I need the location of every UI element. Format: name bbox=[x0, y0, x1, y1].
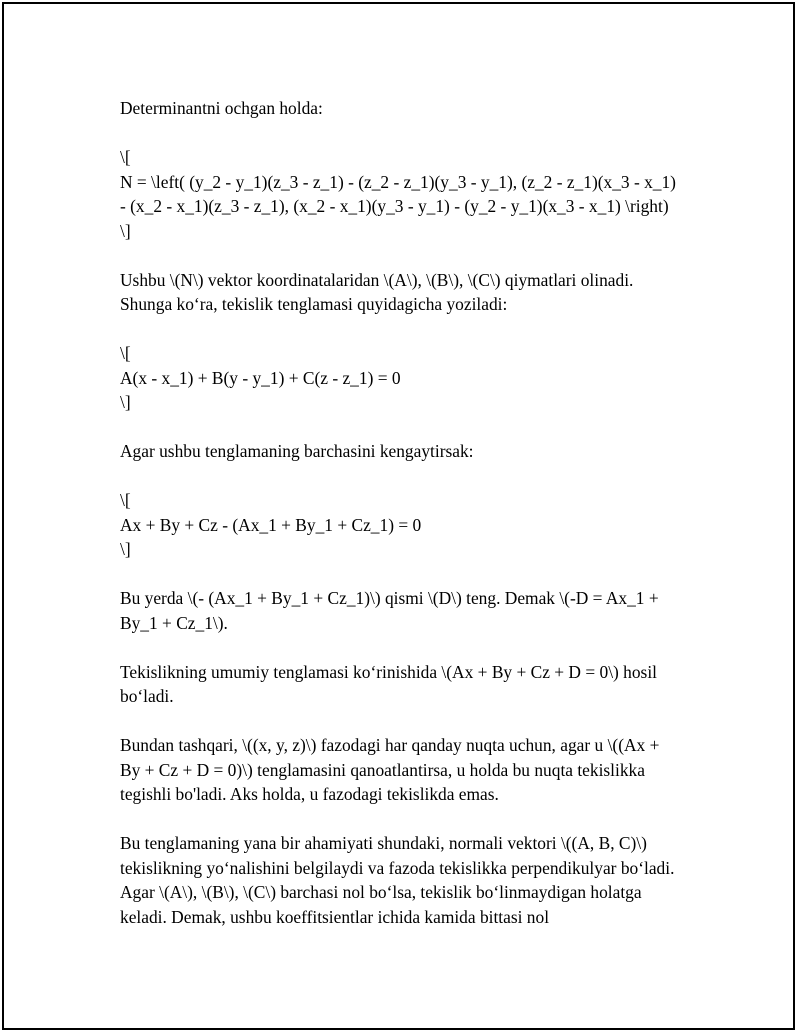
equation-close-delimiter: \] bbox=[120, 220, 131, 241]
document-body bbox=[120, 96, 681, 954]
paragraph-gap bbox=[120, 562, 676, 587]
paragraph-gap bbox=[120, 243, 676, 268]
equation-open-delimiter: \[ bbox=[120, 343, 131, 363]
paragraph-d-definition: Bu yerda \(- (Ax_1 + By_1 + Cz_1)\) qismi \(D\) teng. Demak \(-D = Ax_1 + By_1 + Cz_1\). bbox=[120, 588, 664, 633]
paragraph-gap bbox=[120, 415, 676, 440]
paragraph-point-membership: Bundan tashqari, \((x, y, z)\) fazodagi har qanday nuqta uchun, agar u \((Ax + By + Cz + D = 0)\) tenglamasini qanoatlantirsa, u holda bu nuqta tekislikka tegishli bo'ladi. Aks holda, u fazodagi tekislikda emas. bbox=[120, 735, 664, 804]
equation-open-delimiter: \[ bbox=[120, 490, 131, 510]
paragraph-expand: Agar ushbu tenglamaning barchasini kengaytirsak: bbox=[120, 441, 474, 461]
paragraph-coefficients: Ushbu \(N\) vektor koordinatalaridan \(A\), \(B\), \(C\) qiymatlari olinadi. Shunga ko‘ra, tekislik tenglamasi quyidagicha yoziladi: bbox=[120, 269, 638, 314]
paragraph-normal-vector-meaning: Bu tenglamaning yana bir ahamiyati shundaki, normali vektori \((A, B, C)\) tekislikning yo‘nalishini belgilaydi va fazoda tekislikka perpendikulyar bo‘ladi. Agar \(A\), \(B\), \(C\) barchasi nol bo‘lsa, tekislik bo‘linmaydigan holatga keladi. Demak, ushbu koeffitsientlar ichida kamida bittasi nol bbox=[120, 833, 678, 927]
document-page bbox=[2, 2, 795, 1030]
paragraph-general-equation: Tekislikning umumiy tenglamasi ko‘rinishida \(Ax + By + Cz + D = 0\) hosil bo‘ladi. bbox=[120, 661, 662, 706]
paragraph-intro: Determinantni ochgan holda: bbox=[120, 98, 323, 118]
equation-open-delimiter: \[ bbox=[120, 147, 131, 167]
equation-plane-expanded: Ax + By + Cz - (Ax_1 + By_1 + Cz_1) = 0 bbox=[120, 514, 422, 535]
equation-close-delimiter: \] bbox=[120, 392, 131, 412]
equation-plane-point-form: A(x - x_1) + B(y - y_1) + C(z - z_1) = 0 bbox=[120, 367, 401, 388]
equation-normal-vector: N = \left( (y_2 - y_1)(z_3 - z_1) - (z_2 - z_1)(y_3 - y_1), (z_2 - z_1)(x_3 - x_1) - (x_2 - x_1)(z_3 - z_1), (x_2 - x_1)(y_3 - y_1) - (y_2 - y_1)(x_3 - x_1) \right) bbox=[120, 171, 681, 216]
equation-close-delimiter: \] bbox=[120, 539, 131, 559]
